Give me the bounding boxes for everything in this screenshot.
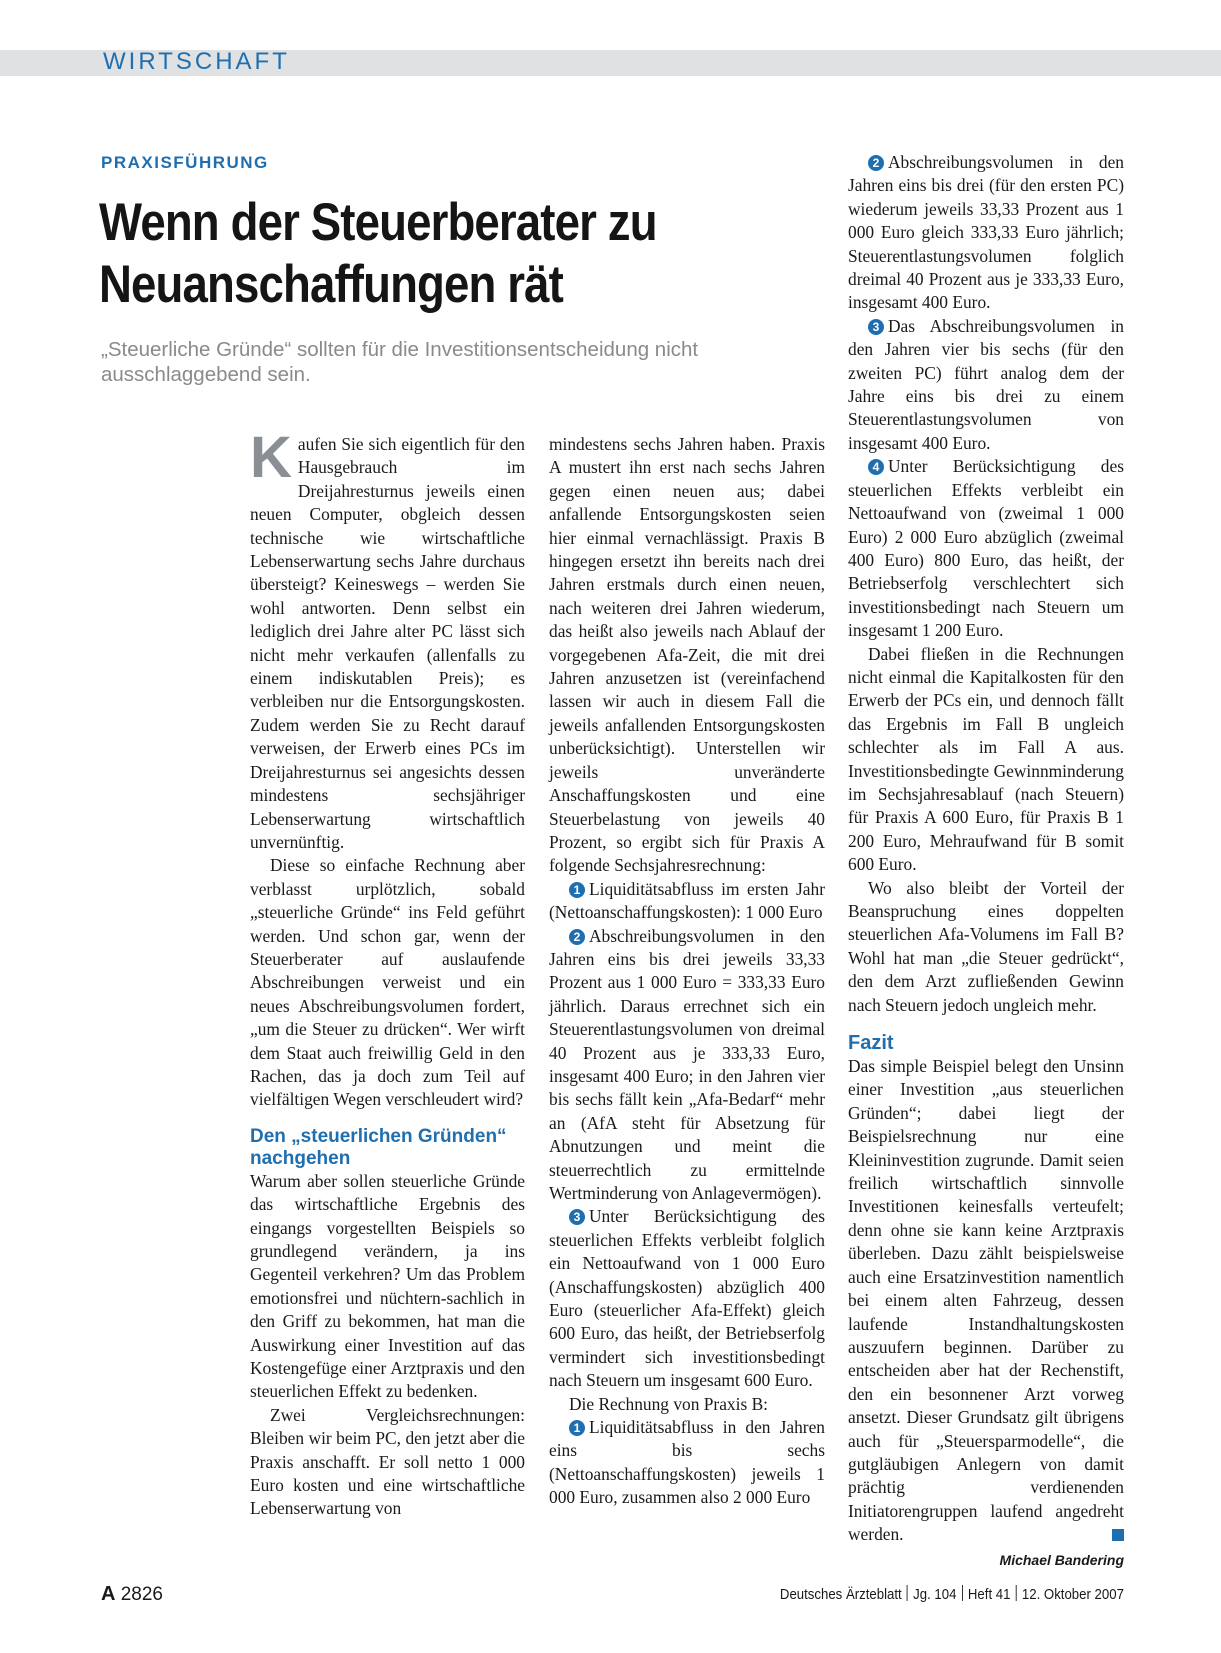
headline-line-2: Neuanschaffungen rät <box>99 255 563 314</box>
paragraph-text: aufen Sie sich eigentlich für den Hausgebrauch im Dreijahresturnus jeweils einen neuen Computer, obgleich dessen technische wie wirtschaftliche Lebenserwartung sechs Jahre durchaus übersteigt? Keineswegs – werden Sie wohl antworten. Denn selbst ein lediglich drei Jahre alter PC lässt sich nicht mehr verkaufen (allenfalls zu einem indiskutablen Preis); es verbleiben nur die Entsorgungskosten. Zudem werden Sie zu Recht darauf verweisen, der Erwerb eines PCs im Dreijahresturnus sei angesichts dessen mindestens sechsjähriger Lebenserwartung wirtschaftlich unvernünftig. <box>250 434 525 852</box>
end-mark-icon <box>1112 1529 1124 1541</box>
item-text: Liquiditätsabfluss im ersten Jahr (Nettoanschaffungskosten): 1 000 Euro <box>549 878 825 923</box>
divider <box>907 1585 908 1601</box>
page-prefix: A <box>101 1583 116 1605</box>
footer-citation <box>780 1585 1124 1603</box>
issue: Heft 41 <box>967 1586 1011 1603</box>
text-column-2 <box>549 433 825 1510</box>
numbered-item <box>549 1416 825 1510</box>
issue-date: 12. Oktober 2007 <box>1021 1586 1124 1603</box>
paragraph-text: Das simple Beispiel belegt den Unsinn einer Investition „aus steuerlichen Gründen“; dabei liegt der Beispielsrechnung nur eine Kleininvestition zugrunde. Damit seien freilich wirtschaftlich sinnvolle Investitionen keinesfalls verteufelt; denn ohne sie kann keine Arztpraxis überleben. Dazu zählt beispielsweise auch eine Ersatzinvestition namentlich bei einem alten Fahrzeug, dessen laufende Instandhaltungskosten auszuufern beginnen. Darüber zu entscheiden aber hat der Rechenstift, den ein besonnener Arzt vorweg ansetzt. Dieser Grundsatz gilt übrigens auch für „Steuersparmodelle“, die gutgläubigen Anlegern von damit prächtig verdienenden Initiatorengruppen laufend angedreht werden. <box>848 1056 1124 1545</box>
page-number <box>101 1583 163 1606</box>
paragraph: Wo also bleibt der Vorteil der Beanspruchung eines doppelten steuerlichen Afa-Volumens im Fall B? Wohl hat man „die Steuer gedrückt“, den dem Arzt zufließenden Gewinn nach Steuern jedoch ungleich mehr. <box>848 877 1124 1015</box>
paragraph: Diese so einfache Rechnung aber verblasst urplötzlich, sobald „steuerliche Gründe“ ins Feld geführt werden. Und schon gar, wenn der Steuerberater auf auslaufende Abschreibungen verweist und ein neues Abschreibungsvolumen fordert, „um die Steuer zu drücken“. Wer wirft dem Staat auch freiwillig Geld in den Rachen, das ja doch zum Teil auf vielfältigen Wegen verschleudert wird? <box>250 855 525 1110</box>
divider <box>962 1585 963 1601</box>
paragraph: Die Rechnung von Praxis B: <box>569 1393 769 1414</box>
numbered-item <box>549 878 825 925</box>
article-subhead: „Steuerliche Gründe“ sollten für die Investitionsentscheidung nicht ausschlaggebend sein. <box>101 338 699 386</box>
number-badge-icon: 3 <box>868 319 884 335</box>
text-column-3 <box>848 151 1124 1571</box>
drop-cap: K <box>250 425 292 490</box>
number-badge-icon: 2 <box>868 155 884 171</box>
number-badge-icon: 1 <box>569 1420 585 1436</box>
numbered-item <box>549 1205 825 1392</box>
numbered-item <box>848 151 1124 315</box>
headline-line-1: Wenn der Steuerberater zu <box>99 193 657 252</box>
page-number-value: 2826 <box>120 1584 164 1605</box>
item-text: Abschreibungsvolumen in den Jahren eins bis drei (für den ersten PC) wiederum jeweils 33,33 Prozent aus 1 000 Euro gleich 333,33 Euro jährlich; Steuerentlastungsvolumen folglich dreimal 40 Prozent aus je 333,33 Euro, insgesamt 400 Euro. <box>848 152 1124 313</box>
number-badge-icon: 3 <box>569 1209 585 1225</box>
section-label: WIRTSCHAFT <box>103 48 290 75</box>
volume: Jg. 104 <box>913 1586 957 1603</box>
number-badge-icon: 1 <box>569 882 585 898</box>
paragraph: Warum aber sollen steuerliche Gründe das wirtschaftliche Ergebnis des eingangs vorgestellten Beispiels so grundlegend verändern, ja ins Gegenteil verkehren? Um das Problem emotionsfrei und nüchtern-sachlich in den Griff zu bekommen, hat man die Auswirkung einer Investition auf das Kostengefüge einer Arztpraxis und den steuerlichen Effekt zu bedenken. <box>250 1170 525 1402</box>
item-text: Unter Berücksichtigung des steuerlichen Effekts verbleibt ein Nettoaufwand von (zweimal 1 000 Euro) 2 000 Euro abzüglich (zweimal 400 Euro) 800 Euro, das heißt, der Betriebserfolg verschlechtert sich investitionsbedingt nach Steuern um insgesamt 1 200 Euro. <box>848 456 1124 641</box>
article-kicker: PRAXISFÜHRUNG <box>101 153 269 172</box>
numbered-item <box>848 315 1124 455</box>
numbered-item <box>848 455 1124 642</box>
fazit-heading: Fazit <box>848 1032 894 1055</box>
item-text: Unter Berücksichtigung des steuerlichen Effekts verbleibt folglich ein Nettoaufwand von 1 000 Euro (Anschaffungskosten) abzüglich 400 Euro (steuerlicher Afa-Effekt) gleich 600 Euro, das heißt, der Betriebserfolg vermindert sich investitionsbedingt nach Steuern um insgesamt 600 Euro. <box>549 1206 825 1391</box>
text-column-1 <box>250 425 525 1521</box>
journal-name: Deutsches Ärzteblatt <box>779 1586 902 1603</box>
paragraph <box>250 425 525 854</box>
number-badge-icon: 4 <box>868 459 884 475</box>
numbered-item <box>549 925 825 1206</box>
item-text: Das Abschreibungsvolumen in den Jahren vier bis sechs (für den zweiten PC) führt analog dem der Jahre eins bis drei zu einem Steuerentlastungsvolumen von insgesamt 400 Euro. <box>848 315 1124 453</box>
paragraph <box>848 1055 1124 1547</box>
paragraph: mindestens sechs Jahren haben. Praxis A mustert ihn erst nach sechs Jahren gegen einen neuen aus; dabei anfallende Entsorgungskosten seien hier einmal vernachlässigt. Praxis B hingegen ersetzt ihn bereits nach drei Jahren erstmals durch einen neuen, nach weiteren drei Jahren wiederum, das heißt also jeweils nach Ablauf der vorgegebenen Afa-Zeit, die mit drei Jahren anzusetzen ist (vereinfachend lassen wir auch in diesem Fall die jeweils anfallenden Entsorgungskosten unberücksichtigt). Unterstellen wir jeweils unveränderte Anschaffungskosten und eine Steuerbelastung von jeweils 40 Prozent, so ergibt sich für Praxis A folgende Sechsjahresrechnung: <box>549 434 825 876</box>
author-name: Michael Bandering <box>999 1551 1124 1568</box>
paragraph: Dabei fließen in die Rechnungen nicht einmal die Kapitalkosten für den Erwerb der PCs ein, und dennoch fällt das Ergebnis im Fall B ungleich schlechter als im Fall A aus. Investitionsbedingte Gewinnminderung im Sechsjahresablauf (nach Steuern) für Praxis A 600 Euro, für Praxis B 1 200 Euro, Mehraufwand für B somit 600 Euro. <box>848 643 1124 875</box>
divider <box>1016 1585 1017 1601</box>
item-text: Abschreibungsvolumen in den Jahren eins bis drei jeweils 33,33 Prozent aus 1 000 Euro = 333,33 Euro jährlich. Daraus errechnet sich ein Steuerentlastungsvolumen von dreimal 40 Prozent aus je 333,33 Euro, insgesamt 400 Euro; in den Jahren vier bis sechs fällt kein „Afa-Bedarf“ mehr an (AfA steht für Absetzung für Abnutzungen und meint die steuerrechtlich zu ermittelnde Wertminderung von Anlagevermögen). <box>549 925 825 1203</box>
paragraph: Zwei Vergleichsrechnungen: Bleiben wir beim PC, den jetzt aber die Praxis anschafft. Er soll netto 1 000 Euro kosten und eine wirtschaftliche Lebenserwartung von <box>250 1404 525 1519</box>
item-text: Liquiditätsabfluss in den Jahren eins bis sechs (Nettoanschaffungskosten) jeweils 1 000 Euro, zusammen also 2 000 Euro <box>549 1417 825 1508</box>
number-badge-icon: 2 <box>569 929 585 945</box>
subheading: Den „steuerlichen Gründen“ nachgehen <box>250 1125 507 1169</box>
article-headline <box>99 192 692 316</box>
